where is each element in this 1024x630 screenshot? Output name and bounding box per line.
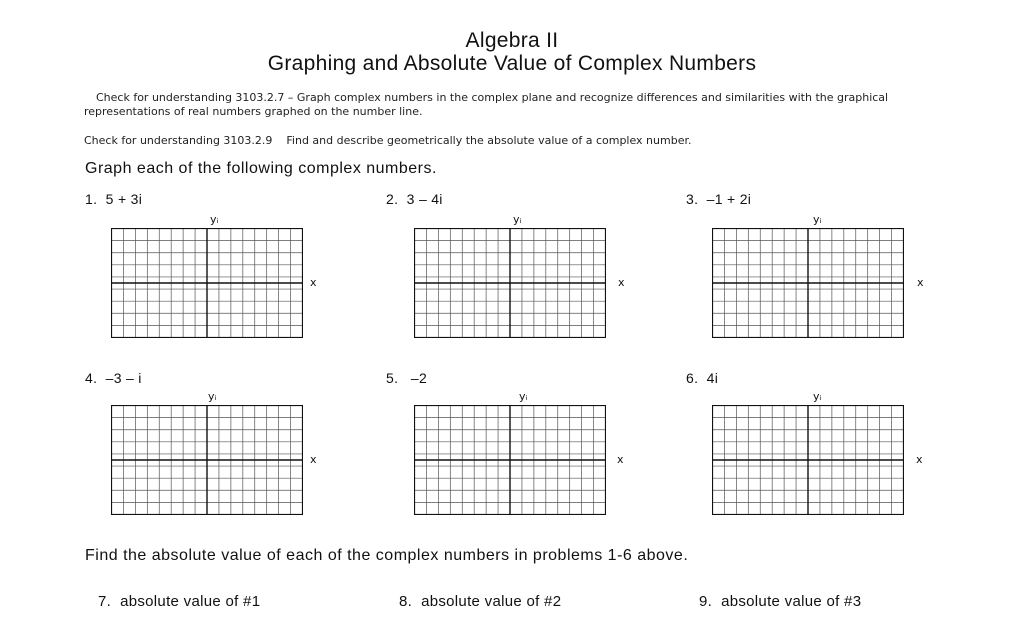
problem-6 [686,370,718,386]
y-axis-label: yᵢ [513,213,522,226]
x-axis-label: x [618,276,625,289]
problem-4 [85,370,142,386]
question-number: 8. [399,593,413,610]
x-axis-label: x [916,453,923,466]
worksheet-title: Graphing and Absolute Value of Complex Numbers [267,52,757,75]
x-axis-label: x [310,453,317,466]
problem-expression: 4i [706,370,719,386]
question-text: absolute value of #3 [721,593,862,610]
graph-instruction: Graph each of the following complex numbers. [85,160,437,177]
question-text: absolute value of #2 [421,593,562,610]
problem-5 [386,370,427,386]
complex-plane-grid[interactable] [414,405,606,515]
question-text: absolute value of #1 [120,593,261,610]
problem-number: 4. [85,370,98,386]
problem-number: 5. [386,370,399,386]
complex-plane-grid[interactable] [111,405,303,515]
y-axis-label: yᵢ [210,213,219,226]
problem-expression: –3 – i [105,370,142,386]
problem-expression: –1 + 2i [706,191,752,207]
complex-plane-grid[interactable] [712,405,904,515]
complex-plane-grid[interactable] [414,228,606,338]
question-number: 7. [98,593,112,610]
question-8 [399,593,561,610]
x-axis-label: x [310,276,317,289]
y-axis-label: yᵢ [519,390,528,403]
y-axis-label: yᵢ [208,390,217,403]
problem-2 [386,191,443,207]
absolute-value-instruction: Find the absolute value of each of the complex numbers in problems 1-6 above. [85,547,689,564]
x-axis-label: x [917,276,924,289]
problem-number: 3. [686,191,699,207]
y-axis-label: yᵢ [813,213,822,226]
question-9 [699,593,861,610]
problem-expression: 3 – 4i [406,191,443,207]
complex-plane-grid[interactable] [712,228,904,338]
problem-expression: –2 [406,370,428,386]
problem-expression: 5 + 3i [105,191,143,207]
question-number: 9. [699,593,713,610]
question-7 [98,593,260,610]
problem-3 [686,191,751,207]
problem-number: 6. [686,370,699,386]
y-axis-label: yᵢ [813,390,822,403]
problem-1 [85,191,142,207]
objective-2: Check for understanding 3103.2.9 Find and describe geometrically the absolute value of a complex number. [84,134,692,147]
objective-1: Check for understanding 3103.2.7 – Graph complex numbers in the complex plane and recognize differences and similarities with the graphical representations of real numbers graphed on the number line. [84,91,889,118]
problem-number: 2. [386,191,399,207]
complex-plane-grid[interactable] [111,228,303,338]
x-axis-label: x [617,453,624,466]
problem-number: 1. [85,191,98,207]
course-title: Algebra II [465,29,559,52]
